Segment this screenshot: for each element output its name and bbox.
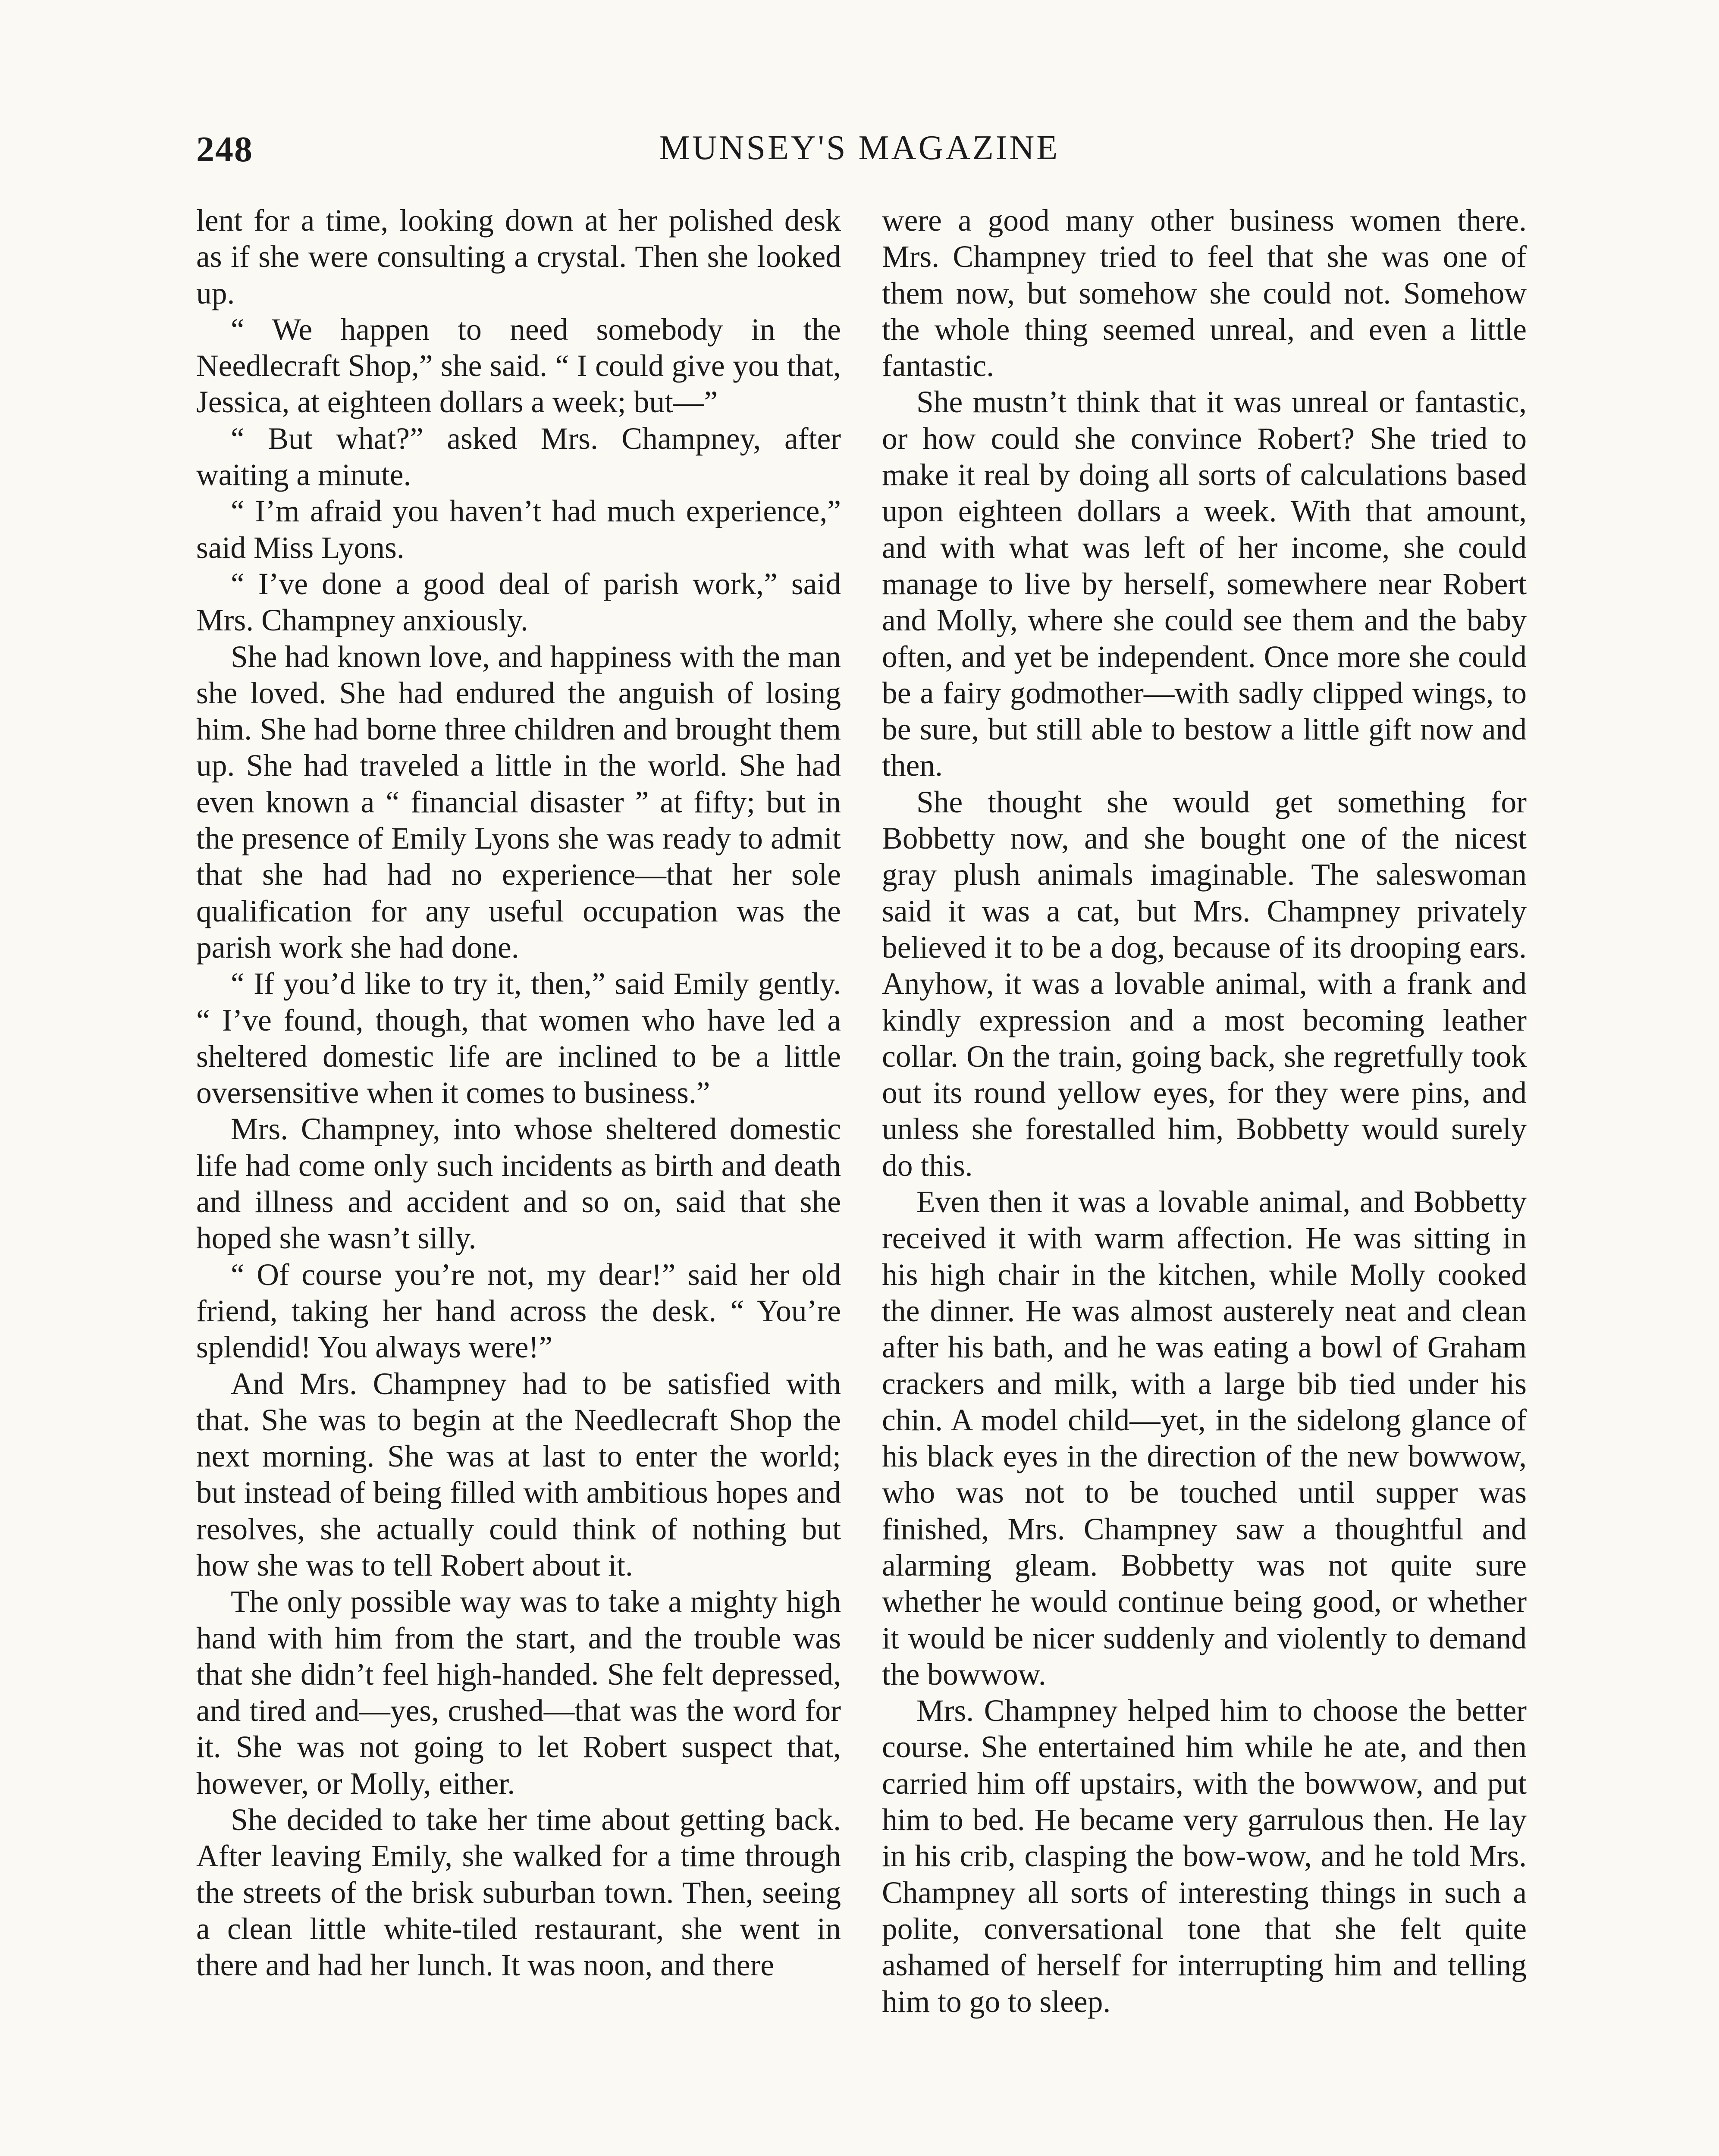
paragraph: “ If you’d like to try it, then,” said Emily gently. “ I’ve found, though, that women who have led a sheltered domestic life are inclined to be a little oversensitive when it comes to business.” <box>196 967 841 1110</box>
page-number: 248 <box>196 129 253 169</box>
paragraph: The only possible way was to take a mighty high hand with him from the start, and the trouble was that she didn’t feel high-handed. She felt depressed, and tired and—yes, crushed—that was the word for it. She was not going to let Robert suspect that, however, or Molly, either. <box>196 1585 841 1801</box>
paragraph: Mrs. Champney, into whose sheltered domestic life had come only such incidents as birth and death and illness and accident and so on, said that she hoped she wasn’t silly. <box>196 1112 841 1256</box>
paragraph: She decided to take her time about getting back. After leaving Emily, she walked for a time through the streets of the brisk suburban town. Then, seeing a clean little white-tiled restaurant, she went in there and had her lunch. It was noon, and there <box>196 1803 841 1983</box>
magazine-title: MUNSEY'S MAGAZINE <box>659 129 1060 167</box>
paragraph: were a good many other business women there. Mrs. Champney tried to feel that she was one of them now, but somehow she could not. Somehow the whole thing seemed unreal, and even a little fantastic. <box>882 204 1527 383</box>
paragraph: She had known love, and happiness with the man she loved. She had endured the anguish of losing him. She had borne three children and brought them up. She had traveled a little in the world. She had even known a “ financial disaster ” at fifty; but in the presence of Emily Lyons she was ready to admit that she had had no experience—that her sole qualification for any useful occupation was the parish work she had done. <box>196 639 841 965</box>
paragraph: “ I’m afraid you haven’t had much experience,” said Miss Lyons. <box>196 494 841 565</box>
paragraph: She thought she would get something for Bobbetty now, and she bought one of the nicest gray plush animals imaginable. The saleswoman said it was a cat, but Mrs. Champney privately believed it to be a dog, because of its drooping ears. Anyhow, it was a lovable animal, with a frank and kindly expression and a most becoming leather collar. On the train, going back, she regretfully took out its round yellow eyes, for they were pins, and unless she forestalled him, Bobbetty would surely do this. <box>882 785 1527 1183</box>
paragraph: “ Of course you’re not, my dear!” said her old friend, taking her hand across the desk. “ You’re splendid! You always were!” <box>196 1257 841 1365</box>
paragraph: “ But what?” asked Mrs. Champney, after waiting a minute. <box>196 421 841 492</box>
paragraph: lent for a time, looking down at her polished desk as if she were consulting a crystal. Then she looked up. <box>196 204 841 310</box>
paragraph: And Mrs. Champney had to be satisfied with that. She was to begin at the Needlecraft Shop the next morning. She was at last to enter the world; but instead of being filled with ambitious hopes and resolves, she actually could think of nothing but how she was to tell Robert about it. <box>196 1366 841 1583</box>
paragraph: “ We happen to need somebody in the Needlecraft Shop,” she said. “ I could give you that, Jessica, at eighteen dollars a week; but—” <box>196 312 841 420</box>
left-column <box>196 203 841 1984</box>
paragraph: Mrs. Champney helped him to choose the better course. She entertained him while he ate, and then carried him off upstairs, with the bowwow, and put him to bed. He became very garrulous then. He lay in his crib, clasping the bow-wow, and he told Mrs. Champney all sorts of interesting things in such a polite, conversational tone that she felt quite ashamed of herself for interrupting him and telling him to go to sleep. <box>882 1694 1527 2019</box>
paragraph: She mustn’t think that it was unreal or fantastic, or how could she convince Robert? She tried to make it real by doing all sorts of calculations based upon eighteen dollars a week. With that amount, and with what was left of her income, she could manage to live by herself, somewhere near Robert and Molly, where she could see them and the baby often, and yet be independent. Once more she could be a fairy godmother—with sadly clipped wings, to be sure, but still able to bestow a little gift now and then. <box>882 385 1527 783</box>
paragraph: “ I’ve done a good deal of parish work,” said Mrs. Champney anxiously. <box>196 567 841 638</box>
paragraph: Even then it was a lovable animal, and Bobbetty received it with warm affection. He was sitting in his high chair in the kitchen, while Molly cooked the dinner. He was almost austerely neat and clean after his bath, and he was eating a bowl of Graham crackers and milk, with a large bib tied under his chin. A model child—yet, in the sidelong glance of his black eyes in the direction of the new bowwow, who was not to be touched until supper was finished, Mrs. Champney saw a thoughtful and alarming gleam. Bobbetty was not quite sure whether he would continue being good, or whether it would be nicer suddenly and violently to demand the bowwow. <box>882 1185 1527 1692</box>
right-column <box>882 203 1527 2020</box>
